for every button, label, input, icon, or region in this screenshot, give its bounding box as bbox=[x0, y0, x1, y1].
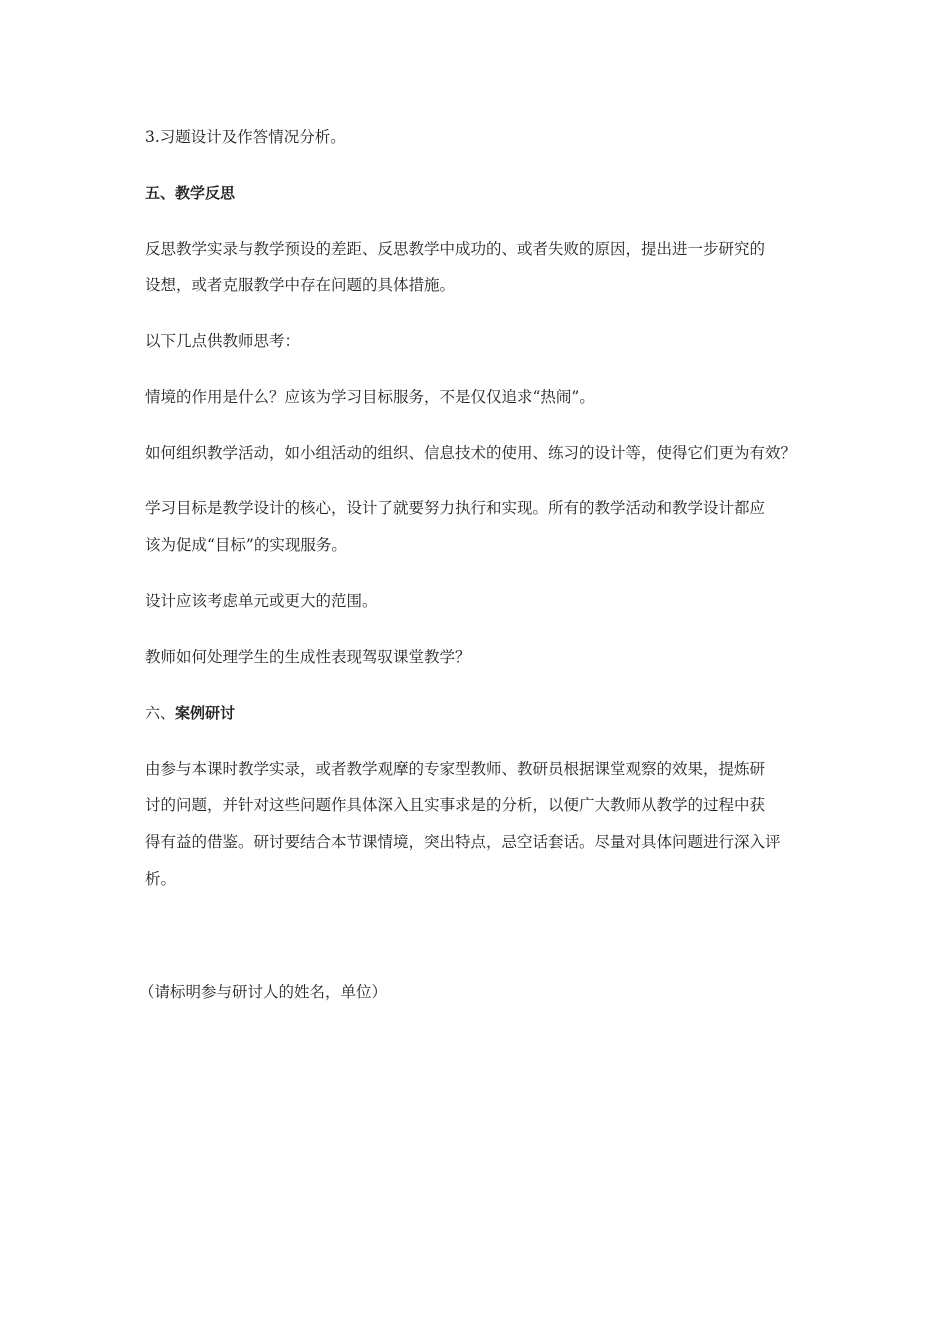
case-paragraph-line-4: 析。 bbox=[145, 870, 177, 888]
heading-case-discussion-prefix: 六、 bbox=[145, 704, 176, 722]
heading-teaching-reflection: 五、教学反思 bbox=[145, 184, 236, 202]
think-point-2: 如何组织教学活动，如小组活动的组织、信息技术的使用、练习的设计等，使得它们更为有效？ bbox=[145, 444, 797, 462]
case-paragraph-line-3: 得有益的借鉴。研讨要结合本节课情境，突出特点，忌空话套话。尽量对具体问题进行深入评 bbox=[145, 833, 781, 851]
think-intro: 以下几点供教师思考： bbox=[145, 332, 301, 350]
heading-case-discussion-title: 案例研讨 bbox=[175, 704, 236, 722]
participant-note: （请标明参与研讨人的姓名，单位） bbox=[139, 983, 388, 1001]
think-point-3-line-1: 学习目标是教学设计的核心，设计了就要努力执行和实现。所有的教学活动和教学设计都应 bbox=[145, 499, 766, 517]
heading-case-discussion bbox=[145, 703, 235, 723]
think-point-1: 情境的作用是什么？应该为学习目标服务，不是仅仅追求“热闹”。 bbox=[145, 388, 595, 406]
think-point-3-line-2: 该为促成“目标”的实现服务。 bbox=[145, 536, 347, 554]
section-item-3: 3.习题设计及作答情况分析。 bbox=[145, 128, 346, 146]
reflection-paragraph-line-1: 反思教学实录与教学预设的差距、反思教学中成功的、或者失败的原因，提出进一步研究的 bbox=[145, 240, 766, 258]
case-paragraph-line-2: 讨的问题，并针对这些问题作具体深入且实事求是的分析，以便广大教师从教学的过程中获 bbox=[145, 796, 766, 814]
think-point-5: 教师如何处理学生的生成性表现驾驭课堂教学？ bbox=[145, 648, 471, 666]
case-paragraph-line-1: 由参与本课时教学实录，或者教学观摩的专家型教师、教研员根据课堂观察的效果，提炼研 bbox=[145, 760, 766, 778]
think-point-4: 设计应该考虑单元或更大的范围。 bbox=[145, 592, 378, 610]
reflection-paragraph-line-2: 设想，或者克服教学中存在问题的具体措施。 bbox=[145, 276, 456, 294]
